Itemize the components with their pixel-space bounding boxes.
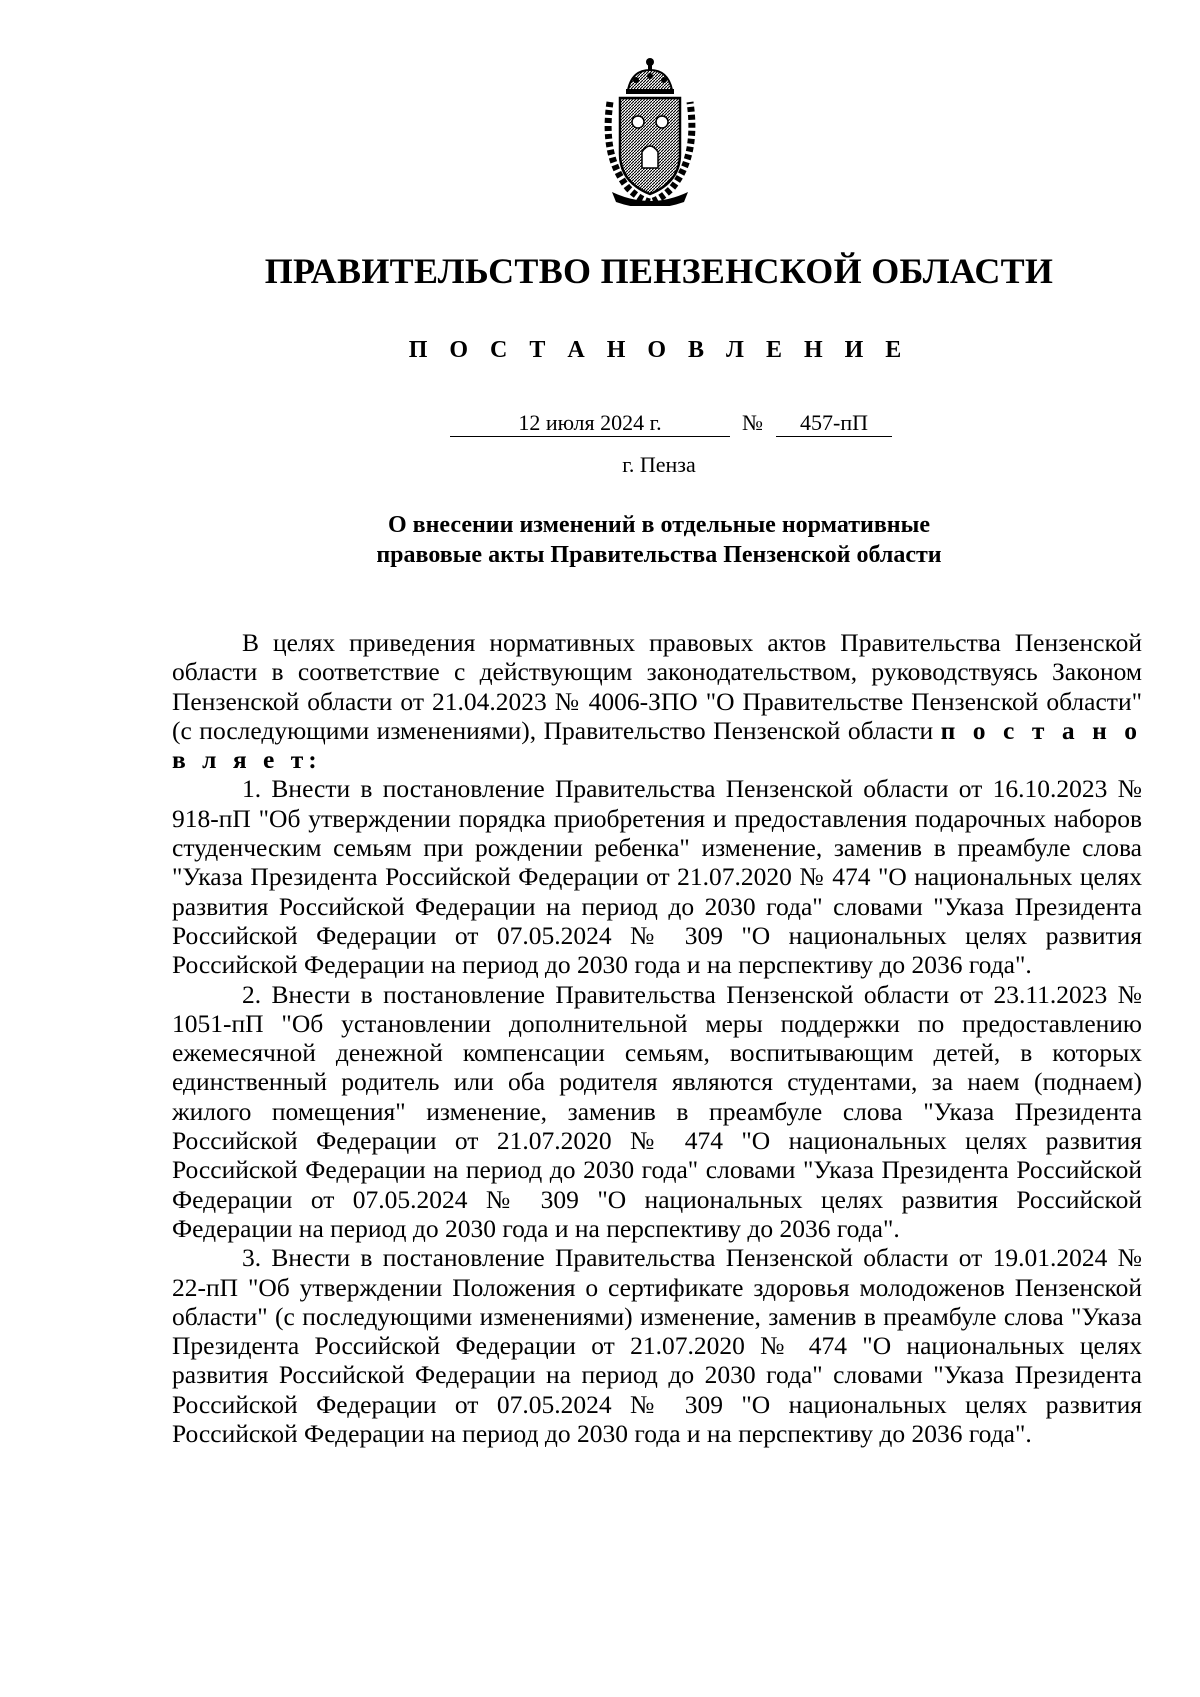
preamble-paragraph bbox=[172, 628, 1142, 774]
item-3-paragraph: 3. Внести в постановление Правительства Пензенской области от 19.01.2024 № 22-пП "Об утверждении Положения о сертификате здоровья молодоженов Пензенской области" (с последующими изменениями) изменение, заменив в преамбуле слова "Указа Президента Российской Федерации от 21.07.2020 № 474 "О национальных целях развития Российской Федерации на период до 2030 года" словами "Указа Президента Российской Федерации от 07.05.2024 № 309 "О национальных целях развития Российской Федерации на период до 2030 года и на перспективу до 2036 года". bbox=[172, 1243, 1142, 1449]
number-sign: № bbox=[742, 410, 763, 435]
document-date: 12 июля 2024 г. bbox=[450, 410, 730, 437]
document-type: П О С Т А Н О В Л Е Н И Е bbox=[408, 337, 910, 363]
document-body bbox=[172, 628, 1142, 1448]
preamble-text: В целях приведения нормативных правовых актов Правительства Пензенской области в соответствие с действующим законодательством, руководствуясь Законом Пензенской области от 21.04.2023 № 4006-ЗПО "О Правительстве Пензенской области" (с последующими изменениями), Правительство Пензенской области bbox=[172, 628, 1142, 745]
item-1-paragraph: 1. Внести в постановление Правительства Пензенской области от 16.10.2023 № 918-пП "Об утверждении порядка приобретения и предоставления подарочных наборов студенческим семьям при рождении ребенка" изменение, заменив в преамбуле слова "Указа Президента Российской Федерации от 21.07.2020 № 474 "О национальных целях развития Российской Федерации на период до 2030 года" словами "Указа Президента Российской Федерации от 07.05.2024 № 309 "О национальных целях развития Российской Федерации на период до 2030 года и на перспективу до 2036 года". bbox=[172, 774, 1142, 980]
document-city: г. Пенза bbox=[622, 452, 696, 477]
decree-word: п о с т а н о в л я е т: bbox=[172, 715, 1143, 775]
document-subject bbox=[240, 510, 1078, 570]
date-number-line bbox=[0, 410, 1200, 450]
org-title: ПРАВИТЕЛЬСТВО ПЕНЗЕНСКОЙ ОБЛАСТИ bbox=[264, 251, 1054, 291]
item-2-paragraph: 2. Внести в постановление Правительства Пензенской области от 23.11.2023 № 1051-пП "Об установлении дополнительной меры поддержки по предоставлению ежемесячной денежной компенсации семьям, воспитывающим детей, в которых единственный родитель или оба родителя являются студентами, за наем (поднаем) жилого помещения" изменение, заменив в преамбуле слова "Указа Президента Российской Федерации от 21.07.2020 № 474 "О национальных целях развития Российской Федерации на период до 2030 года" словами "Указа Президента Российской Федерации от 07.05.2024 № 309 "О национальных целях развития Российской Федерации на период до 2030 года и на перспективу до 2036 года". bbox=[172, 979, 1142, 1243]
document-number: 457-пП bbox=[776, 410, 892, 437]
subject-line-1: О внесении изменений в отдельные нормативные bbox=[387, 512, 931, 538]
subject-line-2: правовые акты Правительства Пензенской области bbox=[376, 542, 942, 568]
penza-region-coat-of-arms-icon bbox=[598, 56, 702, 206]
